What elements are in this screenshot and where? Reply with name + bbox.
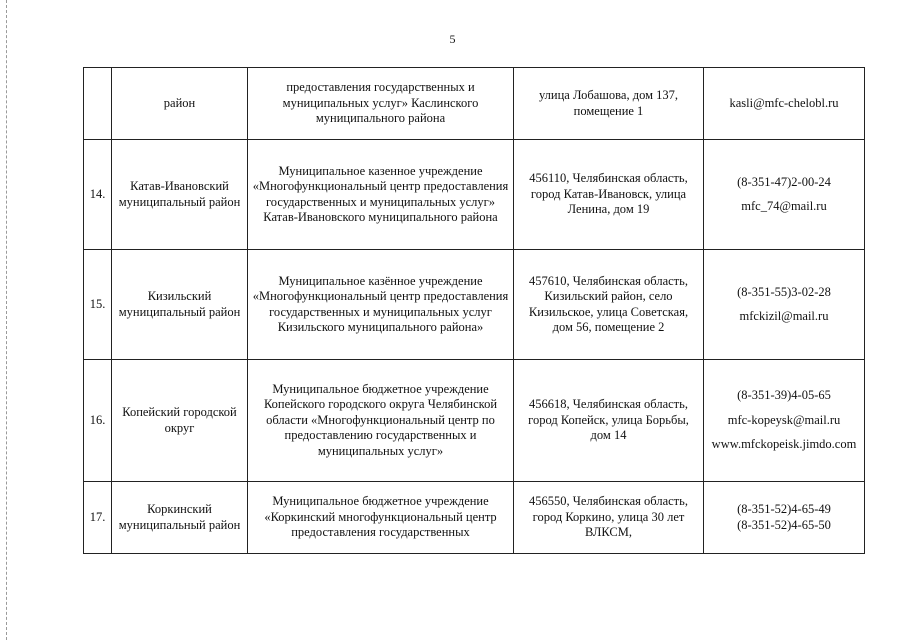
organization-cell: Муниципальное бюджетное учреждение Копейского городского округа Челябинской области «Многофункциональный центр по предоставлению государственных и муниципальных услуг»	[248, 360, 514, 482]
phone-text-secondary: (8-351-52)4-65-50	[737, 517, 831, 532]
address-cell: улица Лобашова, дом 137, помещение 1	[514, 68, 704, 140]
contact-cell	[704, 482, 865, 554]
email-text: mfc_74@mail.ru	[741, 199, 827, 213]
organization-cell: предоставления государственных и муниципальных услуг» Каслинского муниципального района	[248, 68, 514, 140]
address-cell: 456618, Челябинская область, город Копейск, улица Борьбы, дом 14	[514, 360, 704, 482]
address-cell: 456550, Челябинская область, город Коркино, улица 30 лет ВЛКСМ,	[514, 482, 704, 554]
contact-cell	[704, 140, 865, 250]
row-number-cell: 15.	[84, 250, 112, 360]
organization-cell: Муниципальное казенное учреждение «Многофункциональный центр предоставления государственных и муниципальных услуг» Катав-Ивановского муниципального района	[248, 140, 514, 250]
table-row	[84, 140, 865, 250]
phone-text: (8-351-52)4-65-49	[737, 502, 831, 516]
phone-text: (8-351-55)3-02-28	[737, 284, 831, 299]
email-text: mfc-kopeysk@mail.ru	[727, 412, 841, 427]
address-cell: 456110, Челябинская область, город Катав-Ивановск, улица Ленина, дом 19	[514, 140, 704, 250]
contact-cell	[704, 250, 865, 360]
row-number-cell: 16.	[84, 360, 112, 482]
table-row	[84, 68, 865, 140]
mfc-registry-table	[83, 67, 865, 554]
row-number-cell: 17.	[84, 482, 112, 554]
email-text: kasli@mfc-chelobl.ru	[729, 95, 839, 110]
organization-cell: Муниципальное бюджетное учреждение «Коркинский многофункциональный центр предоставления государственных	[248, 482, 514, 554]
address-cell: 457610, Челябинская область, Кизильский район, село Кизильское, улица Советская, дом 56, помещение 2	[514, 250, 704, 360]
email-text: mfckizil@mail.ru	[739, 309, 829, 323]
area-cell: район	[112, 68, 248, 140]
scan-margin-line	[6, 0, 7, 640]
area-cell: Кизильский муниципальный район	[112, 250, 248, 360]
organization-cell: Муниципальное казённое учреждение «Многофункциональный центр предоставления государственных и муниципальных услуг Кизильского муниципального района»	[248, 250, 514, 360]
area-cell: Копейский городской округ	[112, 360, 248, 482]
table-row	[84, 482, 865, 554]
area-cell: Катав-Ивановский муниципальный район	[112, 140, 248, 250]
contact-cell	[704, 360, 865, 482]
contact-cell	[704, 68, 865, 140]
phone-text: (8-351-39)4-05-65	[737, 388, 831, 403]
table-row	[84, 360, 865, 482]
area-cell: Коркинский муниципальный район	[112, 482, 248, 554]
phone-text: (8-351-47)2-00-24	[737, 174, 831, 189]
page-number: 5	[449, 32, 456, 46]
row-number-cell	[84, 68, 112, 140]
row-number-cell: 14.	[84, 140, 112, 250]
table-row	[84, 250, 865, 360]
website-text: www.mfckopeisk.jimdo.com	[711, 437, 857, 452]
